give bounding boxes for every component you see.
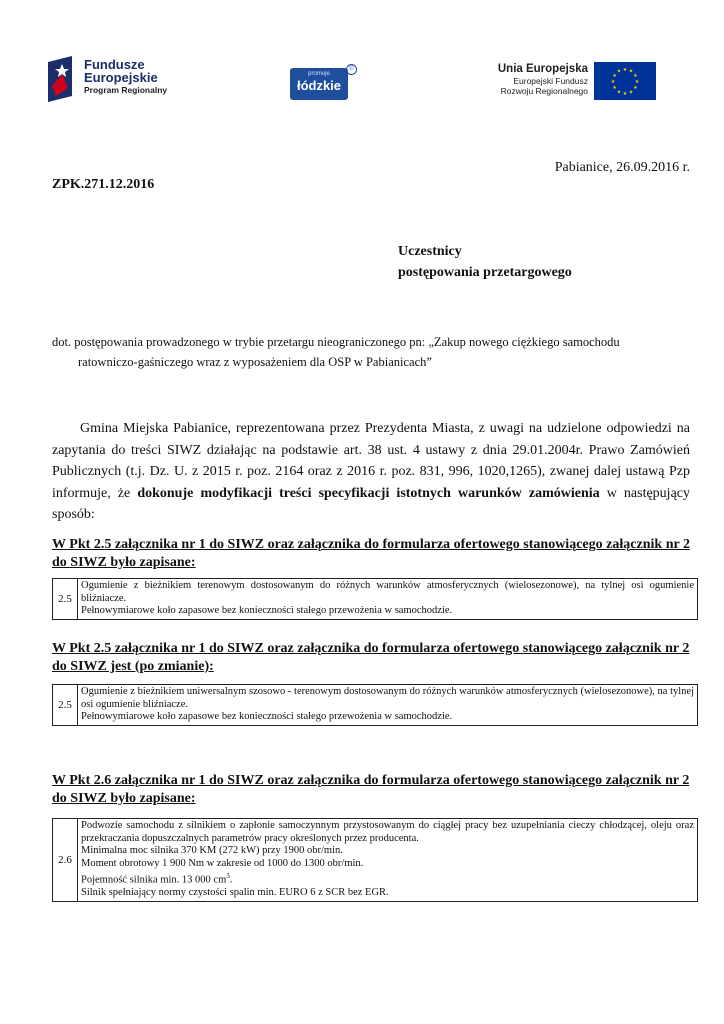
item-line: Ogumienie z bieżnikiem terenowym dostosowanym do różnych warunków atmosferycznych (wielosezonowe), na tylnej osi ogumienie bliźniacze. — [81, 580, 694, 604]
fundusze-europejskie-logo — [48, 56, 178, 104]
item-line: Moment obrotowy 1 900 Nm w zakresie od 1000 do 1300 obr/min. — [81, 857, 364, 869]
eu-star-icon: ★ — [616, 69, 622, 75]
paragraph-bold: dokonuje modyfikacji treści specyfikacji istotnych warunków zamówienia — [137, 485, 600, 501]
fe-logo-line1: Fundusze — [84, 57, 145, 72]
eu-star-icon: ★ — [612, 86, 617, 91]
ue-logo-line2: Europejski Fundusz — [513, 76, 588, 86]
section-2-heading: W Pkt 2.5 załącznika nr 1 do SIWZ oraz załącznika do formularza ofertowego stanowiącego załącznik nr 2 do SIWZ jest (po zmianie): — [52, 641, 690, 674]
lodzkie-big-text: łódzkie — [296, 78, 342, 93]
addressee-line1: Uczestnicy — [398, 244, 462, 259]
fe-flag-icon — [48, 56, 78, 102]
regarding — [52, 332, 690, 372]
regarding-line2: ratowniczo-gaśniczego wraz z wyposażeniem dla OSP w Pabianicach” — [78, 355, 432, 369]
eu-star-icon: ★ — [610, 80, 616, 85]
item-description — [78, 819, 698, 902]
paragraph-end: w następujący sposób: — [52, 485, 691, 522]
item-line-text: Pojemność silnika min. 13 000 cm — [81, 874, 227, 886]
unia-europejska-logo — [490, 62, 660, 102]
eu-star-icon: ★ — [622, 68, 628, 73]
eu-star-icon: ★ — [628, 69, 634, 75]
eu-star-icon: ★ — [612, 74, 617, 79]
item-number: 2.5 — [53, 685, 78, 726]
eu-star-icon: ★ — [633, 74, 638, 79]
eu-flag-icon — [594, 62, 656, 100]
item-line — [81, 870, 694, 887]
item-description — [78, 685, 698, 726]
regarding-line1: dot. postępowania prowadzonego w trybie przetargu nieograniczonego pn: „Zakup nowego ciężkiego samochodu — [52, 335, 620, 349]
lodzkie-small-text: promuje — [308, 71, 330, 77]
item-line: Ogumienie z bieżnikiem uniwersalnym szosowo - terenowym dostosowanym do różnych warunków atmosferycznych (wielosezonowe), na tylnej osi ogumienie bliźniacze. — [81, 686, 694, 710]
addressee-line2: postępowania przetargowego — [398, 265, 572, 280]
ue-logo-line3: Rozwoju Regionalnego — [500, 86, 588, 96]
ue-logo-line1: Unia Europejska — [497, 63, 588, 75]
fe-logo-line3: Program Regionalny — [84, 85, 168, 95]
item-number: 2.6 — [53, 819, 78, 902]
item-line: Podwozie samochodu z silnikiem o zapłonie samoczynnym przystosowanym do ciągłej pracy bez uzupełniania cieczy chłodzącej, oleju oraz przekraczania dopuszczalnych parametrów pracy określonych przez producenta. — [81, 820, 694, 844]
eu-star-icon: ★ — [616, 90, 622, 96]
superscript: 3 — [226, 872, 230, 880]
eu-star-icon: ★ — [628, 90, 634, 96]
main-paragraph — [52, 418, 690, 526]
section-1-heading: W Pkt 2.5 załącznika nr 1 do SIWZ oraz załącznika do formularza ofertowego stanowiącego załącznik nr 2 do SIWZ było zapisane: — [52, 537, 690, 570]
section-2-table — [52, 684, 698, 726]
section-3-table — [52, 818, 698, 902]
item-line: Pełnowymiarowe koło zapasowe bez konieczności stałego przewożenia w samochodzie. — [81, 711, 453, 722]
table-row — [53, 685, 698, 726]
item-number: 2.5 — [53, 579, 78, 620]
eu-star-icon: ★ — [622, 92, 628, 97]
section-3-heading: W Pkt 2.6 załącznika nr 1 do SIWZ oraz załącznika do formularza ofertowego stanowiącego załącznik nr 2 do SIWZ było zapisane: — [52, 773, 690, 806]
superscript-after: . — [229, 874, 233, 886]
place-date: Pabianice, 26.09.2016 r. — [554, 160, 690, 175]
eu-star-icon: ★ — [634, 80, 640, 85]
section-1-table — [52, 578, 698, 620]
item-line: Silnik spełniający normy czystości spalin min. EURO 6 z SCR bez EGR. — [81, 887, 389, 898]
reference-number: ZPK.271.12.2016 — [52, 177, 155, 192]
table-row — [53, 819, 698, 902]
copyright-icon: © — [346, 64, 357, 75]
item-line: Minimalna moc silnika 370 KM (272 kW) przy 1900 obr/min. — [81, 845, 343, 856]
fe-logo-line2: Europejskie — [84, 70, 158, 85]
table-row — [53, 579, 698, 620]
eu-star-icon: ★ — [633, 86, 638, 91]
lodzkie-logo — [290, 64, 352, 100]
paragraph-start: Gmina Miejska Pabianice, reprezentowana przez Prezydenta Miasta, z uwagi na udzielone odpowiedzi na zapytania do treści SIWZ działając na podstawie art. 38 ust. 4 ustawy z dnia 29.01.2004r. Prawo Zamówień Publicznych (t.j. Dz. U. z 2015 r. poz. 2164 oraz z 2016 r. poz. 831, 996, 1020,1265), zwanej dalej ustawą Pzp informuje, że — [52, 421, 690, 501]
item-line: Pełnowymiarowe koło zapasowe bez konieczności stałego przewożenia w samochodzie. — [81, 605, 453, 616]
item-description — [78, 579, 698, 620]
